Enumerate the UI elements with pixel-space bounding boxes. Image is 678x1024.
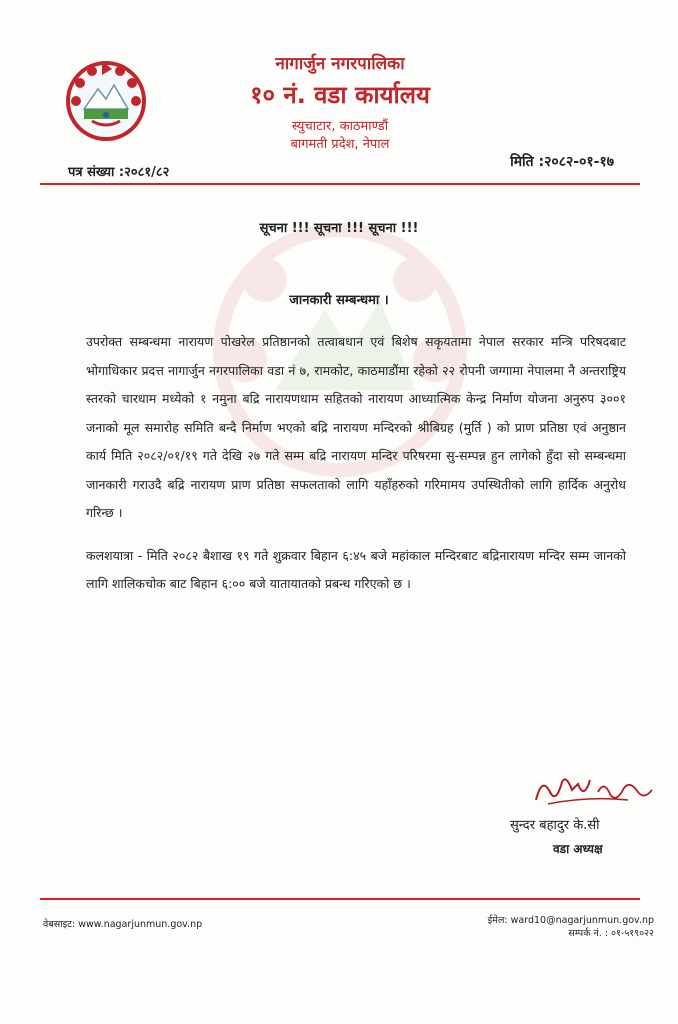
footer-contact: [488, 914, 654, 940]
footer-divider: [40, 898, 640, 900]
notice-heading: सूचना !!! सूचना !!! सूचना !!!: [259, 221, 419, 236]
address-line-2: बागमती प्रदेश, नेपाल: [290, 137, 390, 152]
header-divider: [40, 183, 640, 185]
letter-date: मिति :२०८२-०१-१७: [510, 154, 614, 170]
body-paragraph: कलशयात्रा - मिति २०८२ बैशाख १९ गते शुक्रवार बिहान ६:४५ बजे महांकाल मन्दिरबाट बद्रिनारायण मन्दिर सम्म जानको लागि शालिकचोक बाट बिहान ६:०० बजे यातायातको प्रबन्ध गरिएको छ ।: [86, 547, 626, 591]
handwritten-signature-icon: [528, 770, 658, 810]
footer-website: वेबसाइट: www.nagarjunmun.gov.np: [43, 919, 203, 930]
body-paragraph: उपरोक्त सम्बन्धमा नारायण पोखरेल प्रतिष्ठानको तत्वाबधान एवं बिशेष सकृयतामा नेपाल सरकार मन्त्रि परिषदबाट भोगाधिकार प्रदत्त नागार्जुन नगरपालिका वडा नं ७, रामकोट, काठमाडौंमा रहेको २२ रोपनी जग्गामा नेपालमा नै अन्तराष्ट्रिय स्तरको चारधाम मध्येको १ नमुना बद्रि नारायणधाम सहितको नारायण आध्यात्मिक केन्द्र निर्माण योजना अनुरुप ३००१ जनाको मूल समारोह समिति बन्दै निर्माण भएको बद्रि नारायण मन्दिरको श्रीबिग्रह (मुर्ति ) को प्राण प्रतिष्ठा एवं अनुष्ठान कार्य मिति २०८२/०१/१९ गते देखि २७ गते सम्म बद्रि नारायण मन्दिर परिषरमा सु-सम्पन्न हुन लागेको हुँदा सो सम्बन्धमा जानकारी गराउदै बद्रि नारायण प्राण प्रतिष्ठा सफलताको लागि यहाँहरुको गरिमामय उपस्थितीको लागि हार्दिक अनुरोध गरिन्छ ।: [86, 334, 626, 520]
letter-number: पत्र संख्या :२०८१/८२: [68, 165, 170, 180]
address-line-1: स्युचाटार, काठमाण्डौं: [291, 119, 389, 134]
subject-line: जानकारी सम्बन्धमा ।: [289, 293, 389, 308]
footer-email: ईमेल: ward10@nagarjunmun.gov.np: [487, 915, 654, 926]
municipality-name: नागार्जुन नगरपालिका: [275, 54, 405, 74]
letter-body: [86, 328, 626, 613]
signer-name: सुन्दर बहादुर के.सी: [510, 818, 600, 833]
ward-office-name: १० नं. वडा कार्यालय: [250, 81, 430, 109]
letterhead: [190, 52, 490, 154]
nepal-emblem-icon: [62, 55, 150, 143]
footer-phone: सम्पर्क नं. : ०१-५१९०२२: [568, 928, 654, 939]
signer-title: वडा अध्यक्ष: [553, 842, 603, 856]
